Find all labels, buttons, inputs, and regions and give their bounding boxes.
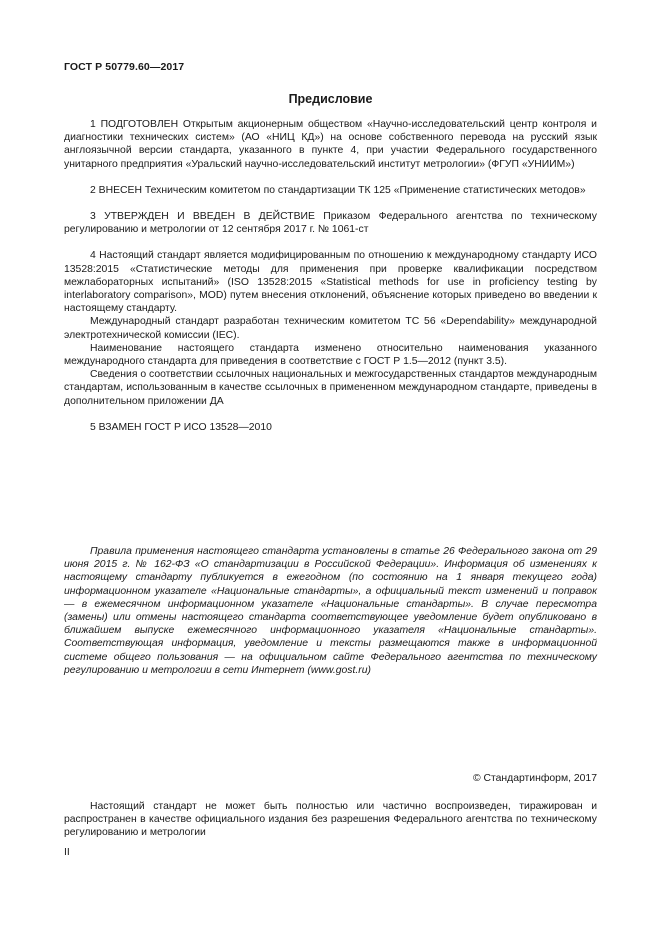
- preface-item-1: 1 ПОДГОТОВЛЕН Открытым акционерным обществом «Научно-исследовательский центр контроля и диагностики технических систем» (АО «НИЦ КД») на основе собственного перевода на русский язык англоязычной версии стандарта, указанного в пункте 4, при участии Федерального государственного унитарного предприятия «Уральский научно-исследовательский институт метрологии» (ФГУП «УНИИМ»): [64, 119, 597, 170]
- legal-notice: [64, 545, 597, 677]
- preface-item-4-references: Сведения о соответствии ссылочных национальных и межгосударственных стандартов международным стандартам, использованным в качестве ссылочных в примененном международном стандарте, приведены в дополнительном приложении ДА: [64, 369, 597, 407]
- page-title: Предисловие: [288, 92, 373, 106]
- legal-notice-text: Правила применения настоящего стандарта установлены в статье 26 Федерального закона от 29 июня 2015 г. № 162-ФЗ «О стандартизации в Российской Федерации». Информация об изменениях к настоящему стандарту публикуется в ежегодном (по состоянию на 1 января текущего года) информационном указателе «Национальные стандарты», а официальный текст изменений и поправок — в ежемесячном информационном указателе «Национальные стандарты». В случае пересмотра (замены) или отмены настоящего стандарта соответствующее уведомление будет опубликовано в ближайшем выпуске ежемесячного информационного указателя «Национальные стандарты». Соответствующая информация, уведомление и тексты размещаются также в информационной системе общего пользования — на официальном сайте Федерального агентства по техническому регулированию и метрологии в сети Интернет (www.gost.ru): [64, 546, 597, 676]
- preface-item-4: 4 Настоящий стандарт является модифицированным по отношению к международному стандарту ИСО 13528:2015 «Статистические методы для применения при проверке квалификации посредством межлабораторных испытаний» (ISO 13528:2015 «Statistical methods for use in proficiency testing by interlaboratory comparison», MOD) путем внесения отклонений, объяснение которых приведено во введении к настоящему стандарту.: [64, 250, 597, 315]
- preface-item-2: 2 ВНЕСЕН Техническим комитетом по стандартизации ТК 125 «Применение статистических методов»: [90, 184, 586, 196]
- document-code: ГОСТ Р 50779.60—2017: [64, 61, 185, 73]
- reproduction-notice: [64, 800, 597, 840]
- preface-item-3: 3 УТВЕРЖДЕН И ВВЕДЕН В ДЕЙСТВИЕ Приказом Федерального агентства по техническому регулированию и метрологии от 12 сентября 2017 г. № 1061-ст: [64, 211, 597, 236]
- reproduction-notice-text: Настоящий стандарт не может быть полностью или частично воспроизведен, тиражирован и распространен в качестве официального издания без разрешения Федерального агентства по техническому регулированию и метрологии: [64, 801, 597, 839]
- preface-item-4-dependability: Международный стандарт разработан техническим комитетом ТС 56 «Dependability» международной электротехнической комиссии (IEC).: [64, 316, 597, 341]
- preface-item-5: 5 ВЗАМЕН ГОСТ Р ИСО 13528—2010: [90, 421, 272, 433]
- page-number: II: [64, 847, 70, 858]
- preface-body: [64, 118, 597, 434]
- preface-item-4-title-change: Наименование настоящего стандарта изменено относительно наименования указанного международного стандарта для приведения в соответствие с ГОСТ Р 1.5—2012 (пункт 3.5).: [64, 342, 597, 368]
- copyright-line: © Стандартинформ, 2017: [472, 773, 597, 784]
